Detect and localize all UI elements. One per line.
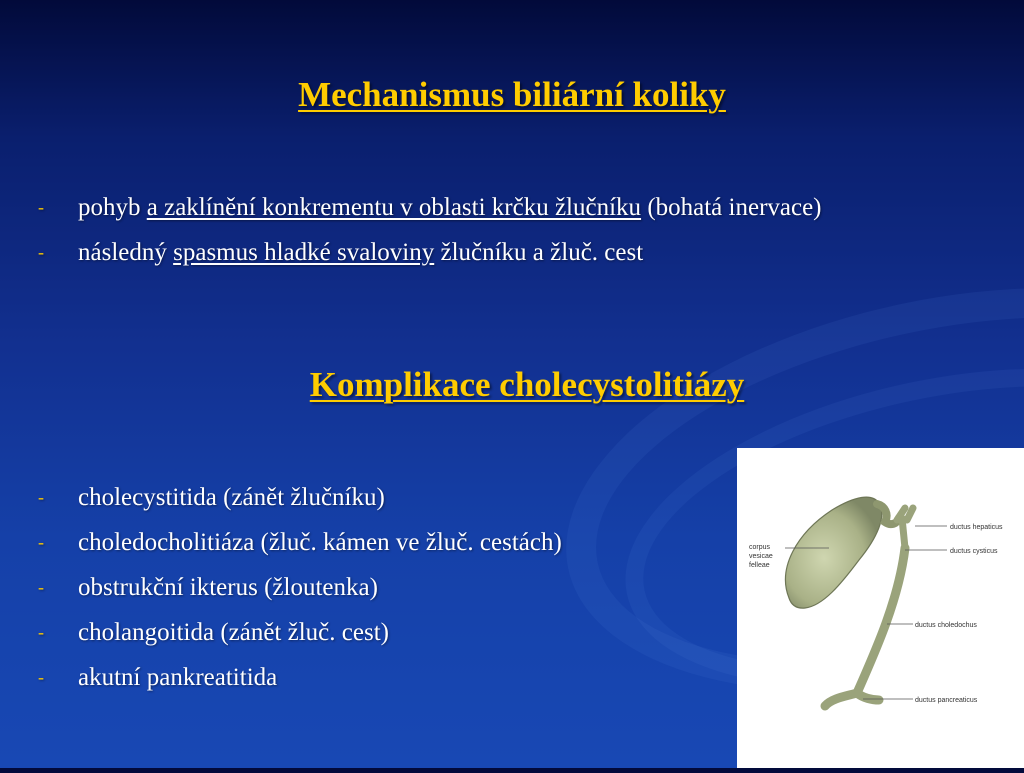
bullet-text: následný: [78, 239, 174, 266]
label-ductus-pancreaticus: ductus pancreaticus: [915, 697, 978, 704]
label-ductus-cysticus: ductus cysticus: [950, 548, 998, 555]
bullet-list-mechanism: [38, 190, 938, 270]
bullet-text: akutní pankreatitida: [78, 664, 278, 691]
bullet-dash: -: [38, 487, 44, 507]
heading-complications: Komplikace cholecystolitiázy: [309, 365, 745, 404]
bullet-text: pohyb: [78, 194, 147, 221]
bullet-dash: -: [38, 532, 44, 552]
list-item: [38, 190, 938, 225]
list-item: [38, 570, 738, 605]
bullet-text-underlined: spasmus hladké svaloviny: [173, 239, 435, 266]
list-item: [38, 525, 738, 560]
gallbladder-illustration: [737, 448, 1024, 768]
bullet-text: cholangoitida (zánět žluč. cest): [78, 619, 389, 646]
list-item: [38, 480, 738, 515]
bullet-dash: -: [38, 667, 44, 687]
bullet-text-underlined: a zaklínění konkrementu v oblasti krčku žlučníku: [146, 194, 642, 221]
bullet-dash: -: [38, 577, 44, 597]
bullet-text: obstrukční ikterus (žloutenka): [78, 574, 378, 601]
label-ductus-choledochus: ductus choledochus: [915, 622, 977, 629]
bullet-text: (bohatá inervace): [641, 194, 822, 221]
bullet-dash: -: [38, 622, 44, 642]
bullet-text: choledocholitiáza (žluč. kámen ve žluč. cestách): [78, 529, 562, 556]
hepatic-duct: [897, 508, 913, 548]
bullet-dash: -: [38, 197, 44, 217]
list-item: [38, 615, 738, 650]
common-bile-duct: [857, 548, 905, 693]
label-corpus-2: vesicae: [749, 553, 773, 560]
label-corpus-3: felleae: [749, 562, 770, 569]
heading-biliary-colic: Mechanismus biliární koliky: [298, 75, 726, 114]
label-corpus-1: corpus: [749, 544, 771, 551]
gallbladder-body: [786, 497, 882, 608]
bullet-text: cholecystitida (zánět žlučníku): [78, 484, 385, 511]
bullet-list-complications: [38, 480, 738, 695]
list-item: [38, 235, 938, 270]
label-ductus-hepaticus: ductus hepaticus: [950, 524, 1003, 531]
bullet-text: žlučníku a žluč. cest: [434, 239, 644, 266]
gallbladder-diagram: [737, 448, 1024, 768]
pancreatic-duct: [825, 693, 879, 706]
bullet-dash: -: [38, 242, 44, 262]
list-item: [38, 660, 738, 695]
